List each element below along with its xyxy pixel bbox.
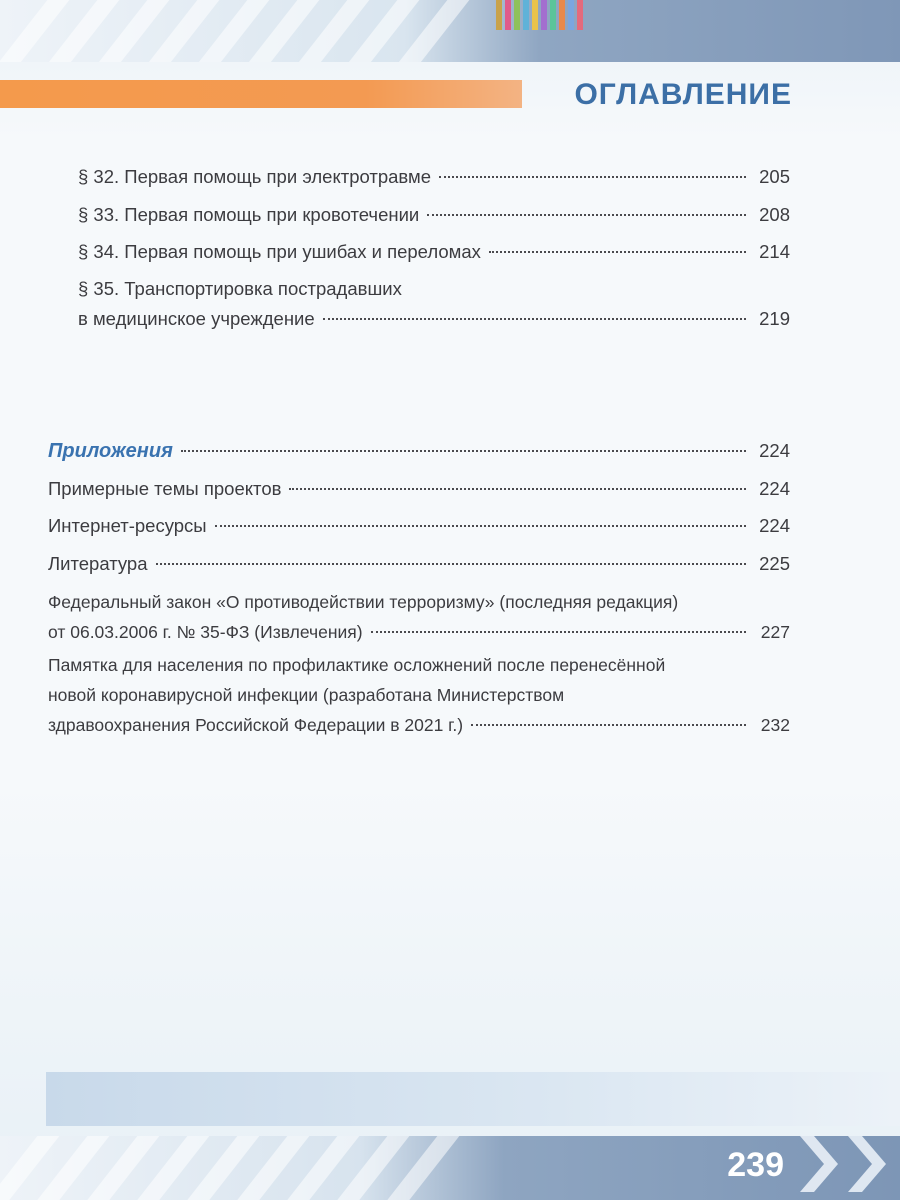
toc-entry-label: § 35. Транспортировка пострадавших <box>78 278 402 299</box>
toc-entry-internet[interactable] <box>48 511 790 541</box>
toc-entry-page: 224 <box>759 515 790 536</box>
color-bar <box>559 0 565 30</box>
color-bar <box>577 0 583 30</box>
toc-entry-page: 219 <box>759 308 790 329</box>
toc-entry-projects[interactable] <box>48 474 790 504</box>
color-bar <box>541 0 547 30</box>
color-bar <box>514 0 520 30</box>
dot-leader <box>323 318 746 320</box>
title-accent-bar <box>0 80 522 108</box>
toc-entry-page: 214 <box>759 241 790 262</box>
toc-entry-34[interactable] <box>78 237 790 267</box>
toc-entry-label: новой коронавирусной инфекции (разработана Министерством <box>48 685 565 705</box>
dot-leader <box>489 251 746 253</box>
toc-entry-label: Федеральный закон «О противодействии терроризму» (последняя редакция) <box>48 592 679 612</box>
header-band <box>0 0 900 62</box>
toc-entry-literature[interactable] <box>48 549 790 579</box>
toc-entry-appendix[interactable] <box>48 436 790 466</box>
toc-entry-page: 224 <box>759 440 790 461</box>
toc-entry-label: Примерные темы проектов <box>48 478 282 499</box>
page-title: ОГЛАВЛЕНИЕ <box>574 78 792 111</box>
toc-entry-label: § 34. Первая помощь при ушибах и переломах <box>78 241 481 262</box>
color-bar <box>532 0 538 30</box>
toc-entry-33[interactable] <box>78 200 790 230</box>
toc-entry-page: 232 <box>760 715 790 735</box>
toc-entry-label: от 06.03.2006 г. № 35-ФЗ (Извлечения) <box>48 622 363 642</box>
toc-entry-page: 205 <box>759 166 790 187</box>
toc-entry-label: здравоохранения Российской Федерации в 2021 г.) <box>48 715 464 735</box>
toc-entry-federal-law[interactable] <box>48 587 790 647</box>
toc-entry-35[interactable] <box>78 274 790 334</box>
dot-leader <box>427 214 746 216</box>
chevron-right-icon <box>800 1128 840 1200</box>
appendix-heading: Приложения <box>48 440 173 462</box>
color-bars <box>496 0 583 30</box>
color-bar <box>550 0 556 30</box>
toc-entry-label: Литература <box>48 553 148 574</box>
toc-entry-32[interactable] <box>78 162 790 192</box>
toc-entry-label: в медицинское учреждение <box>78 308 315 329</box>
toc-entry-page: 225 <box>759 553 790 574</box>
color-bar <box>568 0 574 30</box>
color-bar <box>505 0 511 30</box>
toc-entry-label: § 32. Первая помощь при электротравме <box>78 166 432 187</box>
page-number: 239 <box>727 1146 784 1184</box>
toc-entry-label: § 33. Первая помощь при кровотечении <box>78 204 420 225</box>
chevron-right-icon <box>848 1128 888 1200</box>
bottom-decor-strip <box>46 1072 900 1126</box>
dot-leader <box>215 525 746 527</box>
color-bar <box>496 0 502 30</box>
dot-leader <box>181 450 746 452</box>
dot-leader <box>289 488 746 490</box>
toc-entry-page: 208 <box>759 204 790 225</box>
toc-entry-label: Интернет-ресурсы <box>48 515 207 536</box>
color-bar <box>523 0 529 30</box>
toc-entry-memo[interactable] <box>48 650 790 740</box>
dot-leader <box>471 724 746 726</box>
toc-entry-page: 227 <box>760 622 790 642</box>
toc-entry-page: 224 <box>759 478 790 499</box>
toc-entry-label: Памятка для населения по профилактике осложнений после перенесённой <box>48 655 666 675</box>
dot-leader <box>156 563 746 565</box>
dot-leader <box>371 631 746 633</box>
dot-leader <box>439 176 746 178</box>
